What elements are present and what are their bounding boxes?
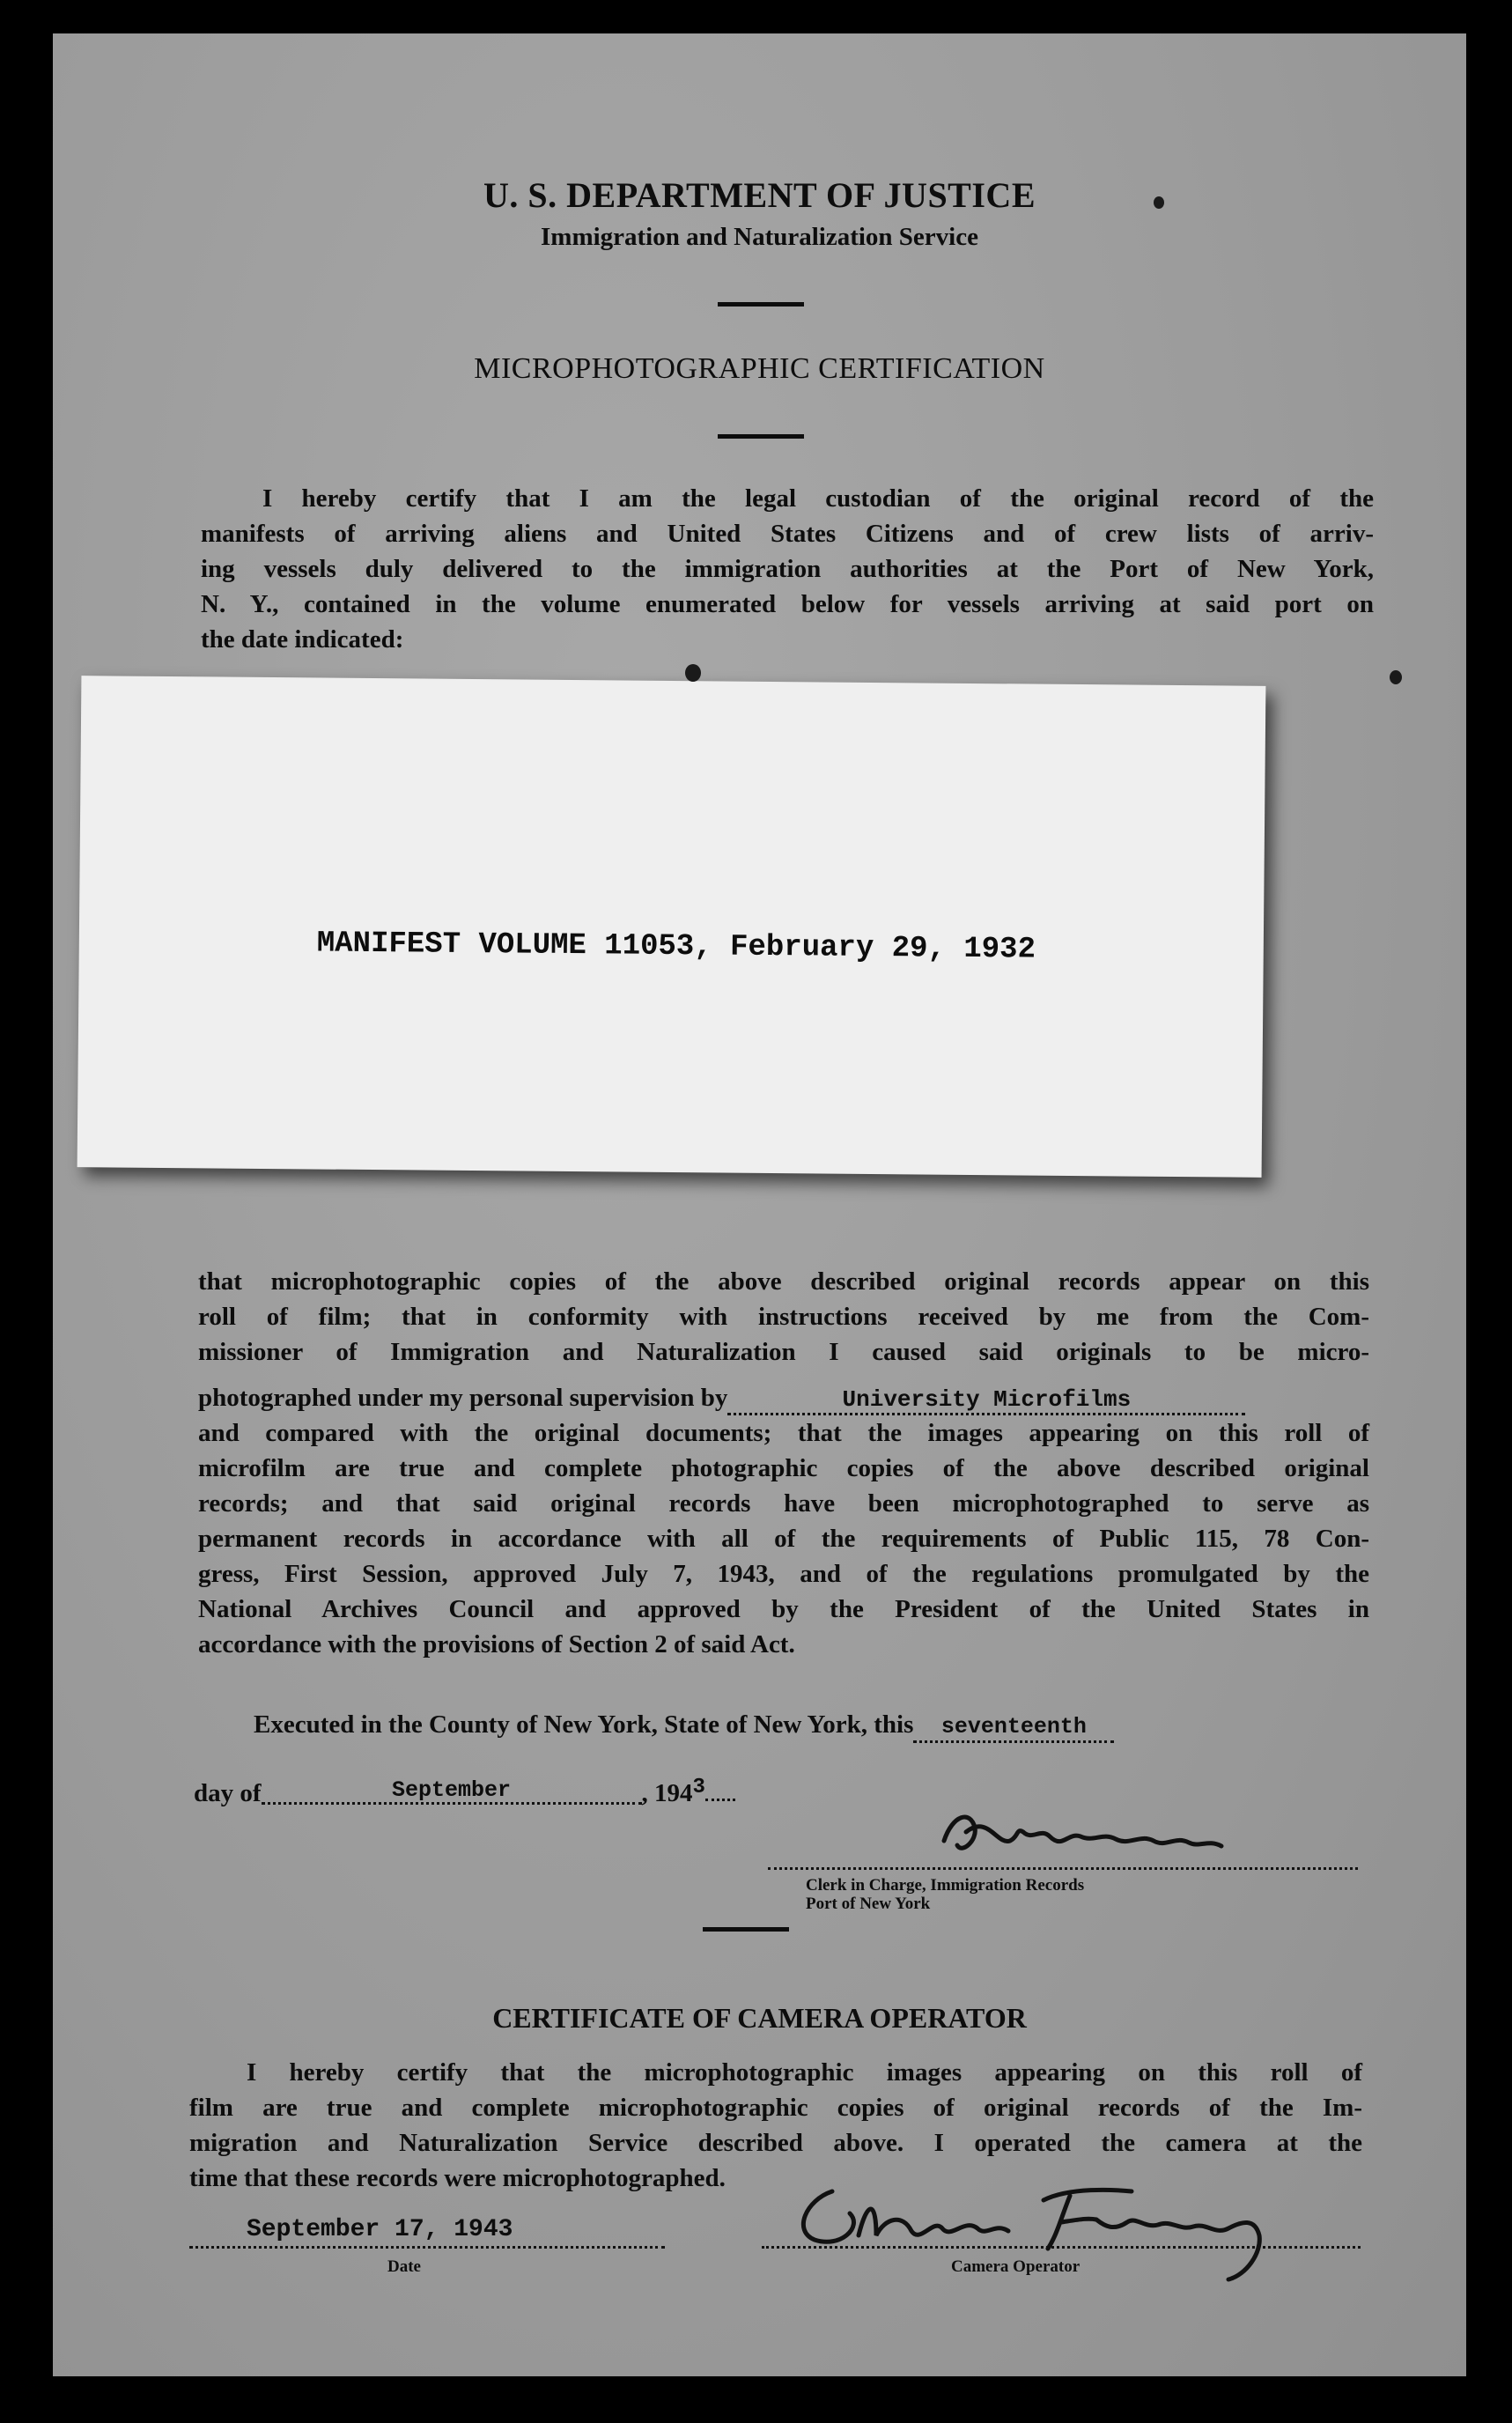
dust-spot	[1154, 196, 1164, 209]
paragraph-line: National Archives Council and approved by the President of the United States in	[198, 1595, 1369, 1623]
date-value: September 17, 1943	[247, 2216, 513, 2243]
paragraph-line: microfilm are true and complete photographic copies of the above described original	[198, 1454, 1369, 1482]
paragraph-line: accordance with the provisions of Section 2 of said Act.	[198, 1630, 795, 1658]
department-heading: U. S. DEPARTMENT OF JUSTICE	[483, 175, 1036, 215]
date-label: Date	[387, 2257, 421, 2276]
operator-label: Camera Operator	[951, 2257, 1081, 2276]
supervisor-field: University Microfilms	[727, 1386, 1245, 1415]
day-of-line	[194, 1770, 986, 1811]
clerk-signature-line	[768, 1830, 1358, 1870]
paragraph-line: film are true and complete microphotographic copies of original records of the Im-	[189, 2094, 1362, 2122]
paragraph-line: roll of film; that in conformity with instructions received by me from the Com-	[198, 1303, 1369, 1331]
volume-slip	[77, 676, 1266, 1178]
service-subheading: Immigration and Naturalization Service	[541, 223, 978, 251]
operator-signature-line	[762, 2209, 1361, 2249]
paragraph-line: I hereby certify that the microphotographic images appearing on this roll of	[247, 2058, 1362, 2087]
paragraph-line: missioner of Immigration and Naturalization I caused said originals to be micro-	[198, 1338, 1369, 1366]
year-prefix: , 194	[641, 1779, 693, 1807]
certification-title: MICROPHOTOGRAPHIC CERTIFICATION	[474, 352, 1045, 385]
clerk-title-line1: Clerk in Charge, Immigration Records	[806, 1876, 1085, 1895]
camera-certificate-title: CERTIFICATE OF CAMERA OPERATOR	[492, 2002, 1027, 2034]
divider-rule	[718, 434, 804, 439]
paragraph-line: I hereby certify that I am the legal custodian of the original record of the	[262, 484, 1374, 513]
day-of-prefix: day of	[194, 1779, 262, 1807]
clerk-title-line2: Port of New York	[806, 1895, 931, 1913]
certificate-page	[53, 33, 1466, 2376]
clerk-signature	[935, 1806, 1349, 1867]
paragraph-line: N. Y., contained in the volume enumerated below for vessels arriving at said port on	[201, 590, 1374, 618]
month-field: September	[262, 1779, 642, 1805]
paragraph-line: migration and Naturalization Service described above. I operated the camera at the	[189, 2129, 1362, 2157]
executed-line	[254, 1707, 1372, 1743]
paragraph-line: manifests of arriving aliens and United States Citizens and of crew lists of arriv-	[201, 520, 1374, 548]
paragraph-line: the date indicated:	[201, 625, 404, 654]
paragraph-line: that microphotographic copies of the above described original records appear on this	[198, 1267, 1369, 1296]
year-dots	[705, 1799, 735, 1801]
paragraph-line: records; and that said original records have been microphotographed to serve as	[198, 1489, 1369, 1518]
divider-rule	[703, 1927, 789, 1932]
supervision-prefix: photographed under my personal supervision by	[198, 1384, 728, 1412]
paragraph-line: time that these records were microphotographed.	[189, 2164, 726, 2192]
intro-paragraph	[201, 481, 1374, 657]
divider-rule	[718, 302, 804, 307]
date-field-line	[189, 2209, 665, 2249]
paragraph-line: gress, First Session, approved July 7, 1943, and of the regulations promulgated by the	[198, 1560, 1369, 1588]
dust-spot	[685, 664, 701, 682]
body-paragraph	[198, 1264, 1369, 1662]
dust-spot	[1390, 670, 1402, 684]
executed-day-field: seventeenth	[913, 1714, 1114, 1743]
supervision-line	[198, 1380, 1369, 1415]
paragraph-line: permanent records in accordance with all of the requirements of Public 115, 78 Con-	[198, 1525, 1369, 1553]
paragraph-line: ing vessels duly delivered to the immigration authorities at the Port of New York,	[201, 555, 1374, 583]
volume-label: MANIFEST VOLUME 11053, February 29, 1932	[316, 927, 1036, 967]
executed-prefix: Executed in the County of New York, State of New York, this	[254, 1710, 914, 1739]
year-digit: 3	[692, 1776, 705, 1799]
paragraph-line: and compared with the original documents; that the images appearing on this roll of	[198, 1419, 1369, 1447]
